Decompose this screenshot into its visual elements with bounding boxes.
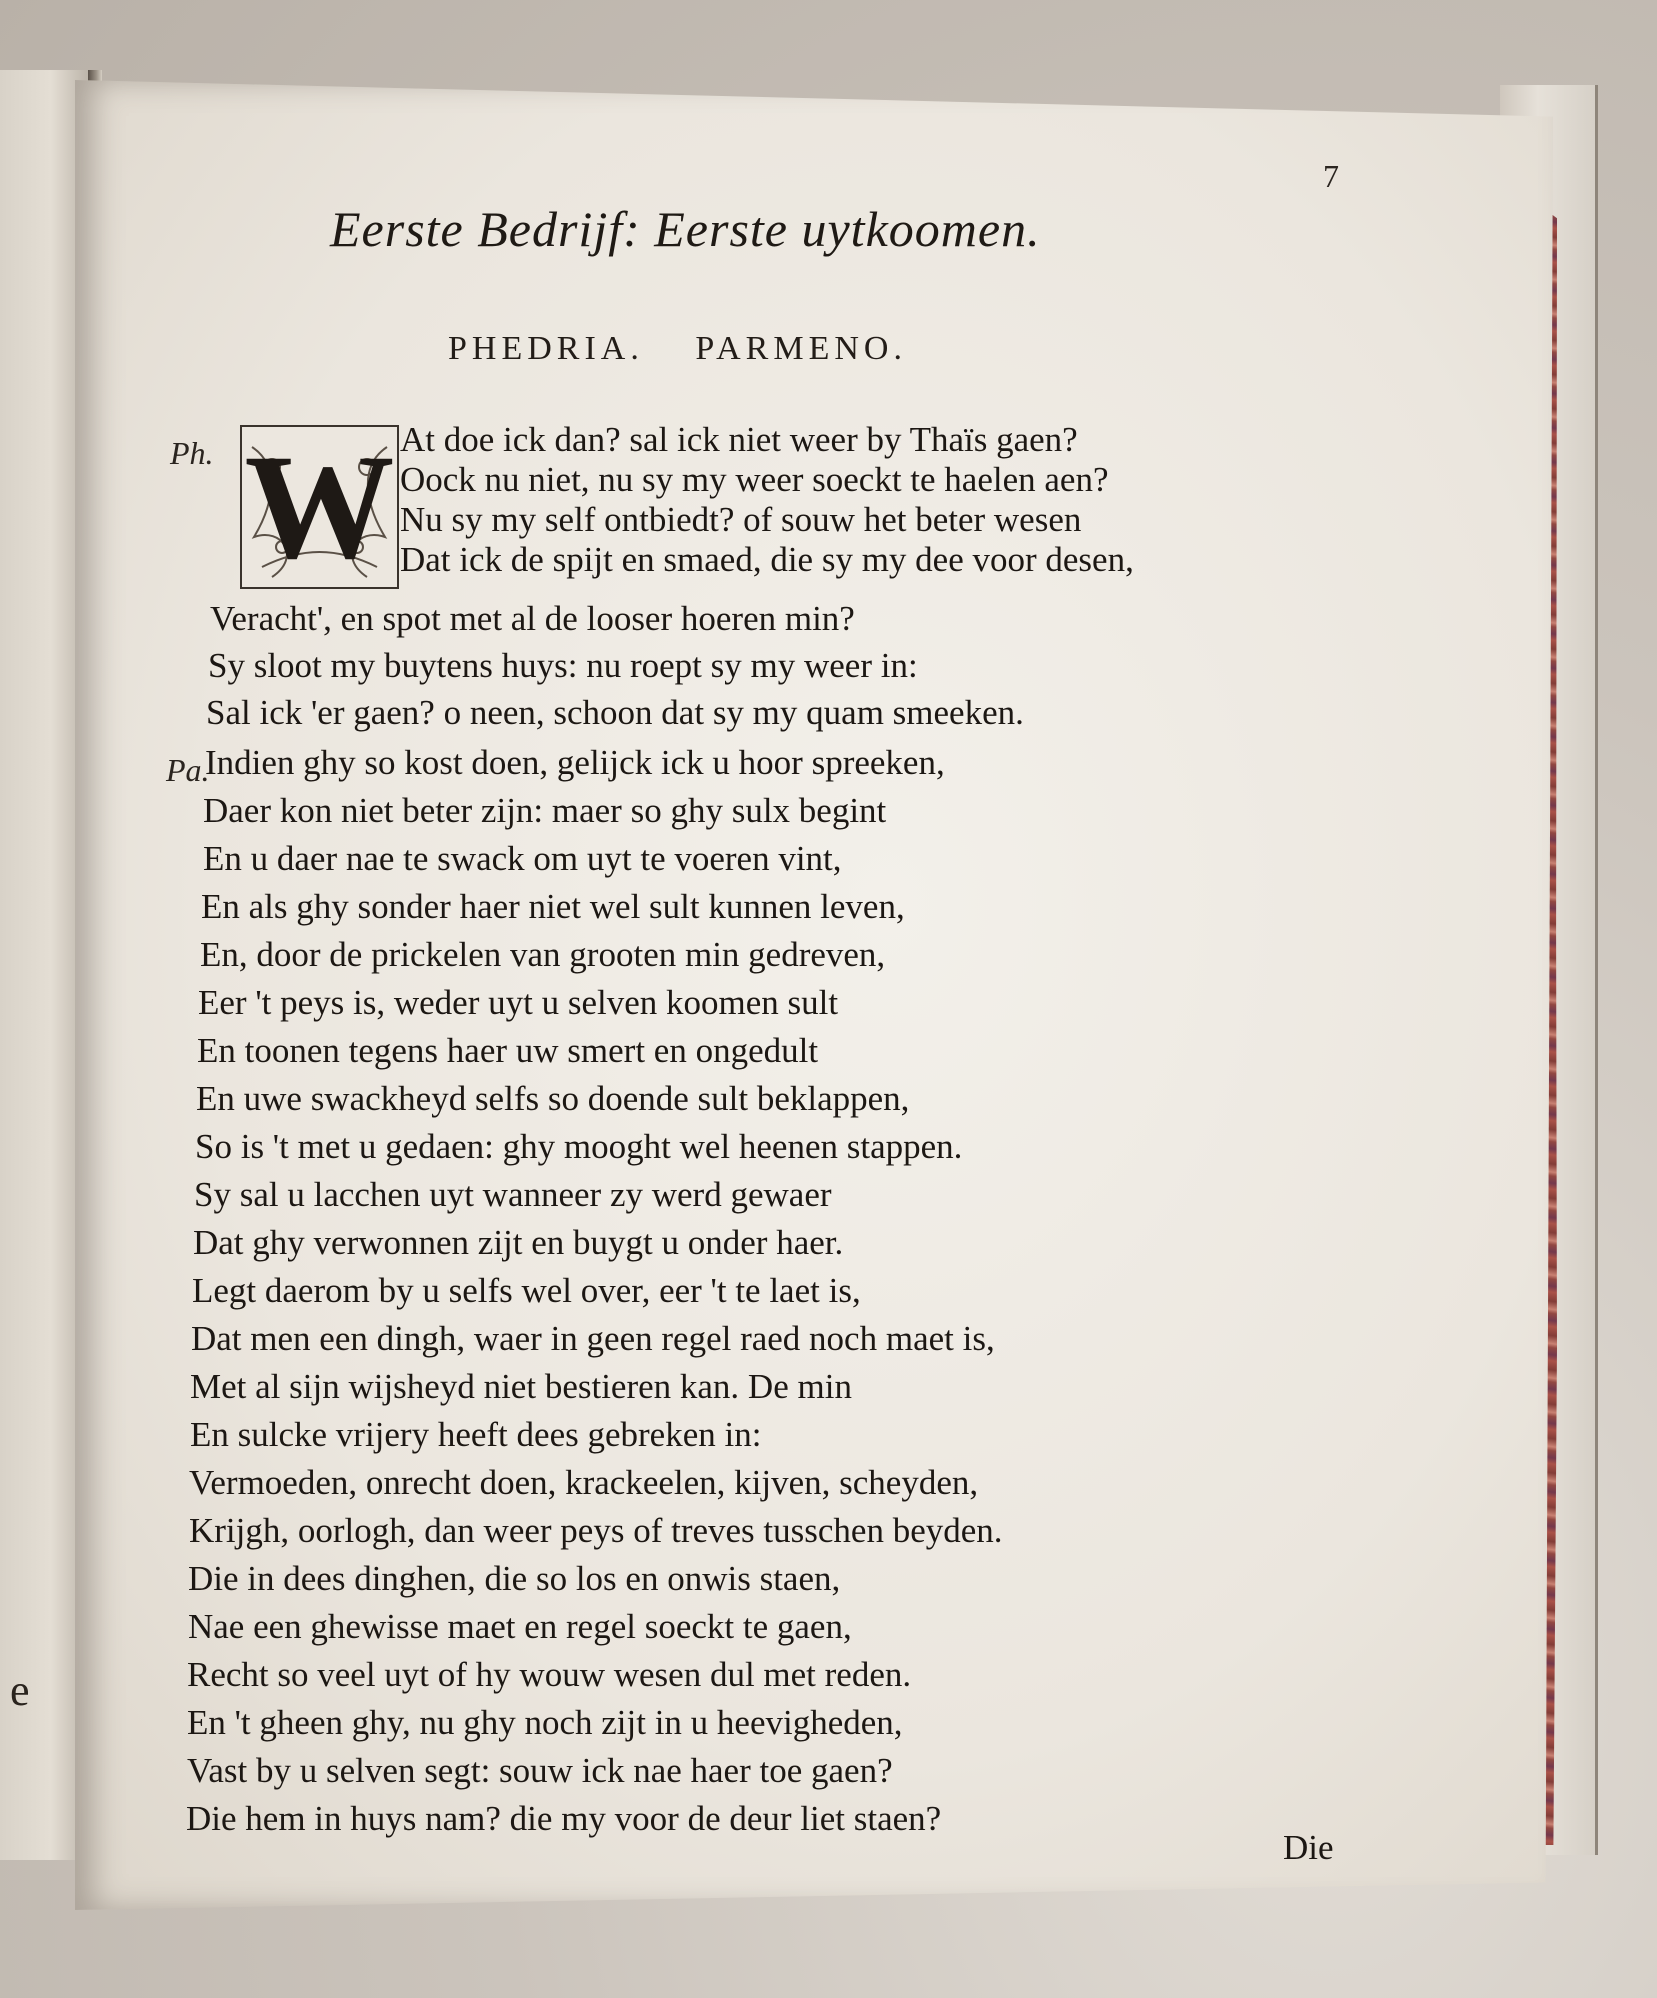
- verse-line: En, door de prickelen van grooten min gedreven,: [200, 935, 886, 974]
- verse-line: Sy sloot my buytens huys: nu roept sy my weer in:: [208, 646, 918, 685]
- verse-line: Dat ick de spijt en smaed, die sy my dee voor desen,: [400, 540, 1134, 579]
- verse-line: So is 't met u gedaen: ghy mooght wel heenen stappen.: [195, 1127, 963, 1166]
- speaker-list: [448, 330, 945, 368]
- verse-line: Nu sy my self ontbiedt? of souw het beter wesen: [400, 500, 1082, 539]
- verse-line: Die in dees dinghen, die so los en onwis staen,: [188, 1559, 841, 1598]
- verse-line: Legt daerom by u selfs wel over, eer 't te laet is,: [192, 1271, 861, 1310]
- verse-line: Oock nu niet, nu sy my weer soeckt te haelen aen?: [400, 460, 1109, 499]
- speaker-abbr-ph: Ph.: [170, 435, 214, 471]
- verse-line: Dat men een dingh, waer in geen regel raed noch maet is,: [191, 1319, 995, 1358]
- verse-line: Met al sijn wijsheyd niet bestieren kan. De min: [190, 1367, 852, 1406]
- verse-line: En u daer nae te swack om uyt te voeren vint,: [203, 839, 842, 878]
- verse-line: At doe ick dan? sal ick niet weer by Thaïs gaen?: [400, 420, 1078, 459]
- verse-line: En sulcke vrijery heeft dees gebreken in:: [190, 1415, 762, 1454]
- verse-line: Indien ghy so kost doen, gelijck ick u hoor spreeken,: [205, 743, 945, 782]
- verse-line: Die hem in huys nam? die my voor de deur liet staen?: [186, 1799, 942, 1838]
- catchword: Die: [1283, 1828, 1334, 1867]
- verse-line: En als ghy sonder haer niet wel sult kunnen leven,: [201, 887, 905, 926]
- speaker-abbr-pa: Pa.: [166, 752, 210, 788]
- verse-line: Vermoeden, onrecht doen, krackeelen, kijven, scheyden,: [189, 1463, 979, 1502]
- initial-letter: W: [244, 424, 395, 590]
- left-page-fragment: e: [10, 1666, 30, 1715]
- verse-line: Sal ick 'er gaen? o neen, schoon dat sy my quam smeeken.: [206, 693, 1024, 732]
- page-title: Eerste Bedrijf: Eerste uytkoomen.: [330, 201, 1041, 257]
- verse-line: Krijgh, oorlogh, dan weer peys of treves tusschen beyden.: [189, 1511, 1003, 1550]
- verse-line: Recht so veel uyt of hy wouw wesen dul met reden.: [187, 1655, 912, 1694]
- verse-line: Sy sal u lacchen uyt wanneer zy werd gewaer: [194, 1175, 832, 1214]
- verse-line: Nae een ghewisse maet en regel soeckt te gaen,: [188, 1607, 852, 1646]
- verse-line: En uwe swackheyd selfs so doende sult beklappen,: [196, 1079, 910, 1118]
- verse-line: Vast by u selven segt: souw ick nae haer toe gaen?: [187, 1751, 893, 1790]
- verse-line: En toonen tegens haer uw smert en ongedult: [197, 1031, 819, 1070]
- page-number: 7: [1323, 158, 1339, 194]
- verse-line: Veracht', en spot met al de looser hoeren min?: [210, 599, 855, 638]
- verse-line: En 't gheen ghy, nu ghy noch zijt in u heevigheden,: [187, 1703, 903, 1742]
- verse-line: Dat ghy verwonnen zijt en buygt u onder haer.: [193, 1223, 844, 1262]
- verse-line: Daer kon niet beter zijn: maer so ghy sulx begint: [203, 791, 887, 830]
- speaker-name: PHEDRIA.: [448, 330, 644, 367]
- speaker-name: PARMENO.: [695, 330, 907, 367]
- verse-line: Eer 't peys is, weder uyt u selven koomen sult: [198, 983, 839, 1022]
- decorated-initial: [240, 425, 399, 589]
